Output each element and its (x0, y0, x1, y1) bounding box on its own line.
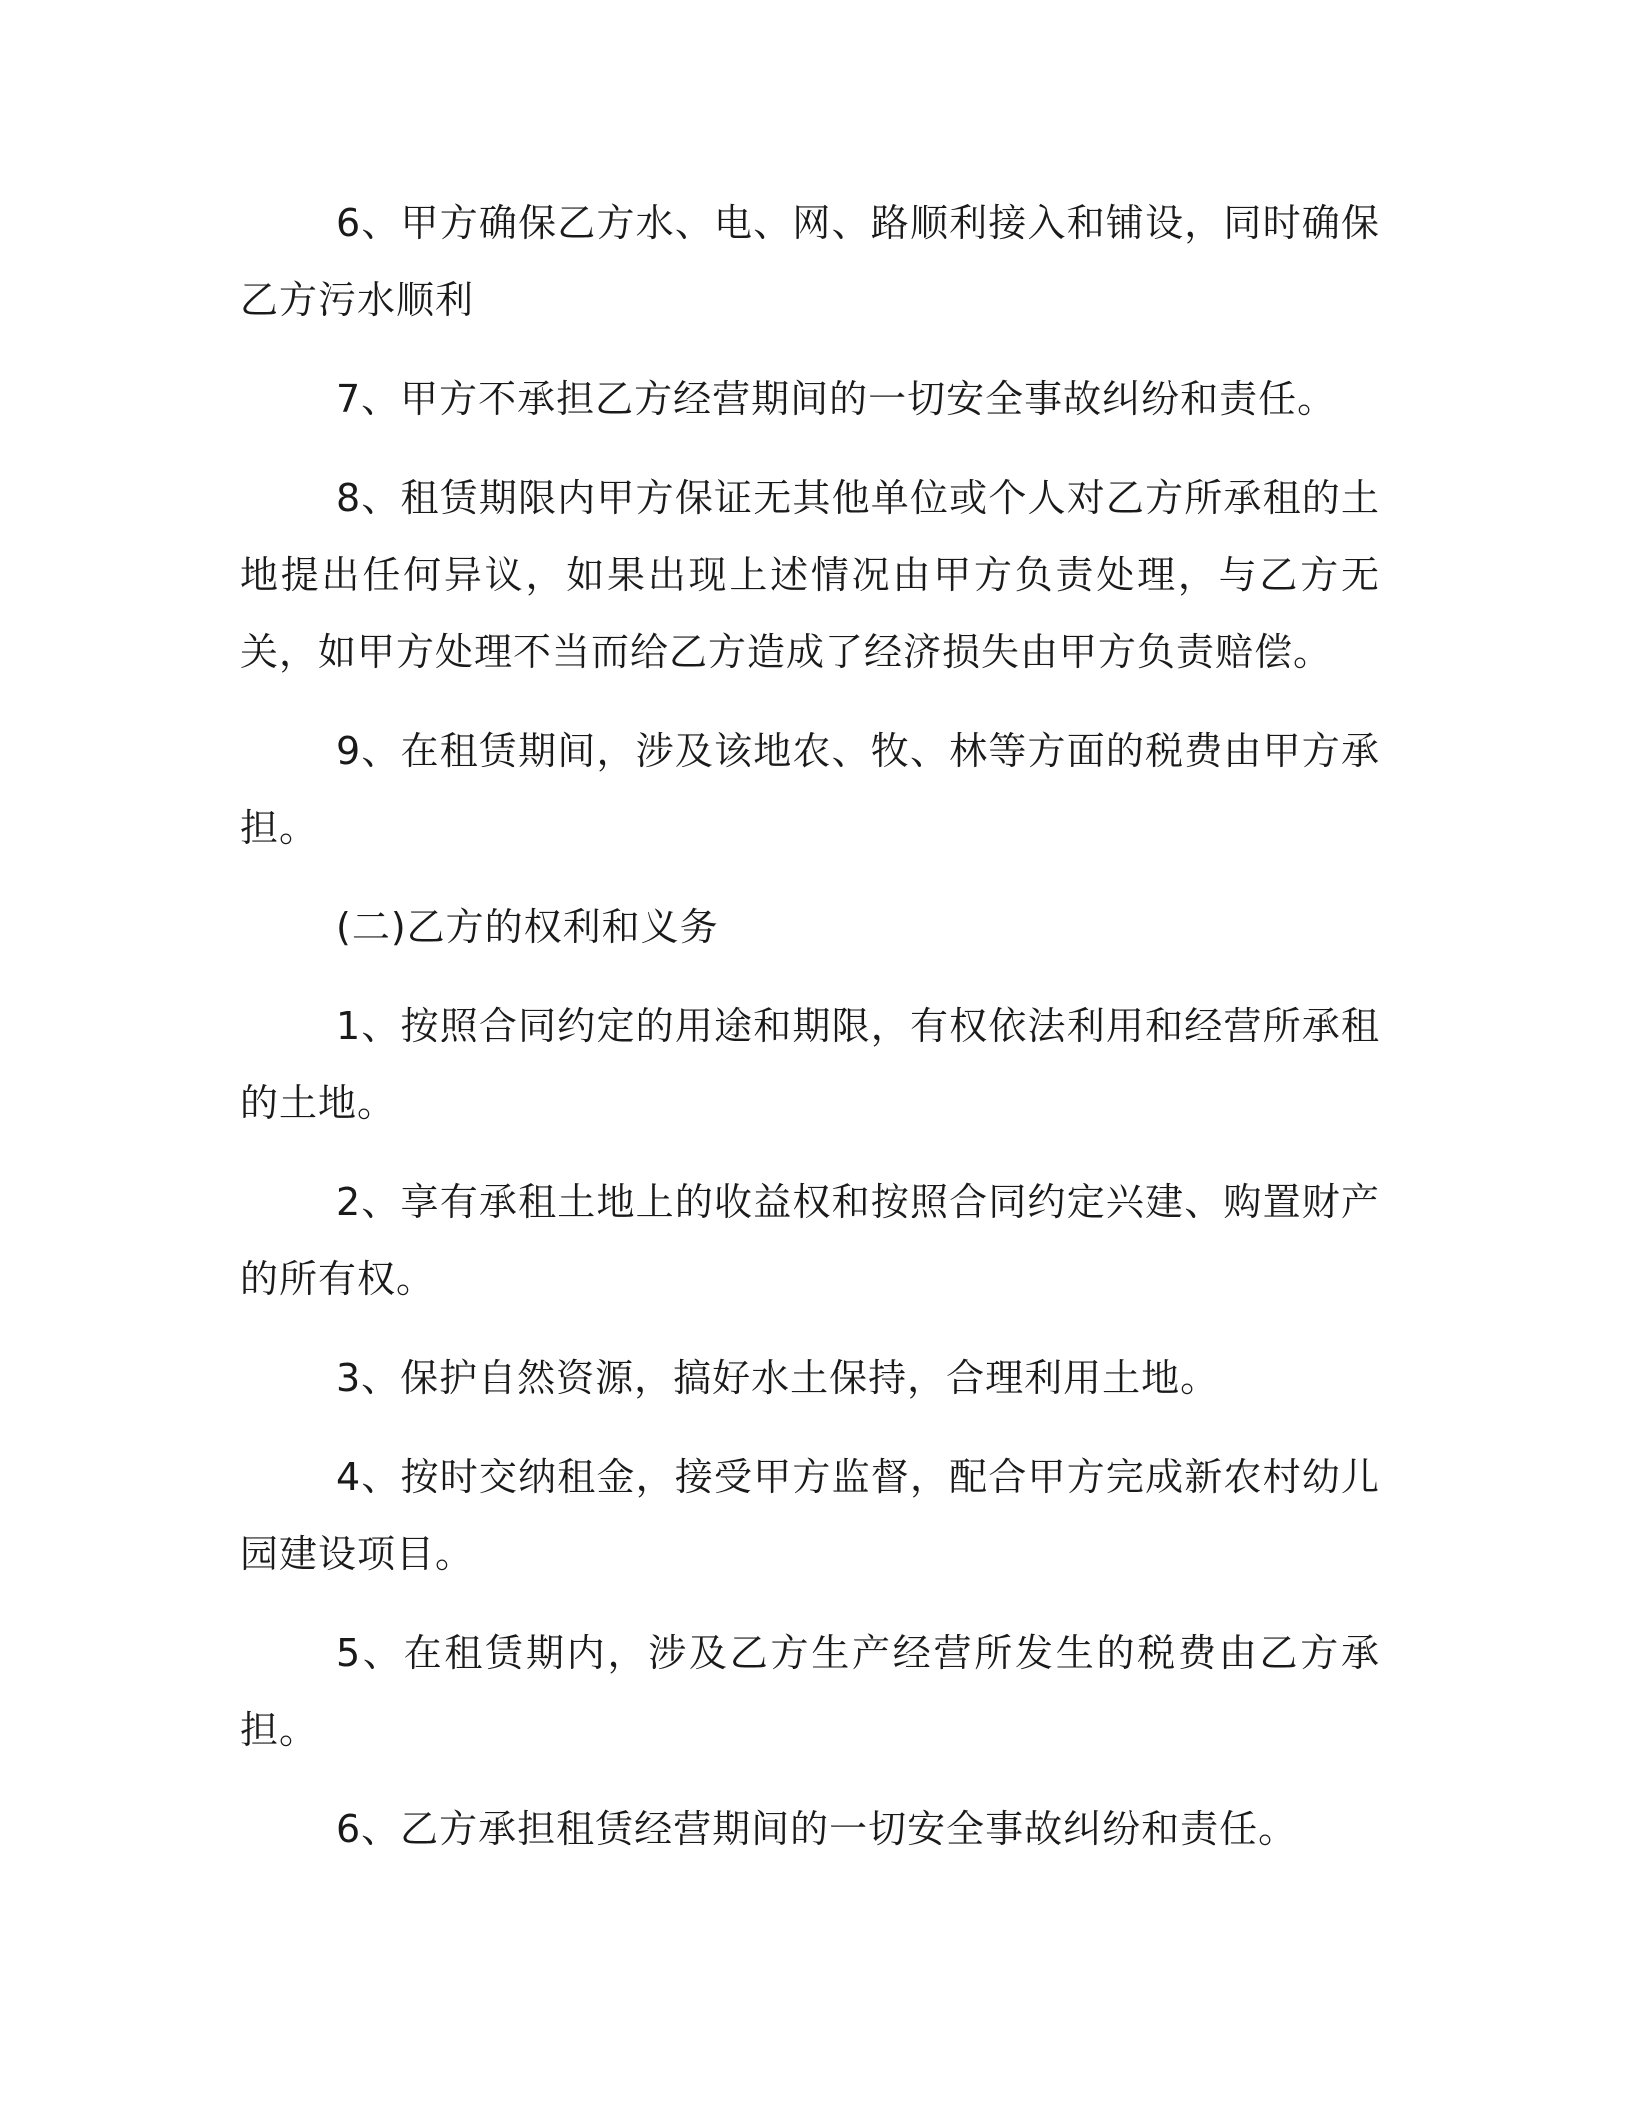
paragraph-party-b-item-4: 4、按时交纳租金，接受甲方监督，配合甲方完成新农村幼儿园建设项目。 (240, 1455, 1380, 1576)
document-body (240, 185, 1380, 1890)
paragraph-party-b-item-2: 2、享有承租土地上的收益权和按照合同约定兴建、购置财产的所有权。 (240, 1180, 1380, 1301)
paragraph-party-b-item-1: 1、按照合同约定的用途和期限，有权依法利用和经营所承租的土地。 (240, 1004, 1380, 1125)
paragraph-party-b-item-5: 5、在租赁期内，涉及乙方生产经营所发生的税费由乙方承担。 (240, 1631, 1380, 1752)
paragraph-party-a-item-9: 9、在租赁期间，涉及该地农、牧、林等方面的税费由甲方承担。 (240, 729, 1380, 850)
section-heading-party-b: (二)乙方的权利和义务 (336, 905, 719, 949)
paragraph-party-a-item-8: 8、租赁期限内甲方保证无其他单位或个人对乙方所承租的土地提出任何异议，如果出现上述情况由甲方负责处理，与乙方无关，如甲方处理不当而给乙方造成了经济损失由甲方负责赔偿。 (240, 476, 1380, 674)
paragraph-party-a-item-6: 6、甲方确保乙方水、电、网、路顺利接入和铺设，同时确保乙方污水顺利 (240, 201, 1380, 322)
paragraph-party-a-item-7: 7、甲方不承担乙方经营期间的一切安全事故纠纷和责任。 (336, 377, 1337, 421)
paragraph-party-b-item-6: 6、乙方承担租赁经营期间的一切安全事故纠纷和责任。 (336, 1807, 1298, 1851)
paragraph-party-b-item-3: 3、保护自然资源，搞好水土保持，合理利用土地。 (336, 1356, 1220, 1400)
